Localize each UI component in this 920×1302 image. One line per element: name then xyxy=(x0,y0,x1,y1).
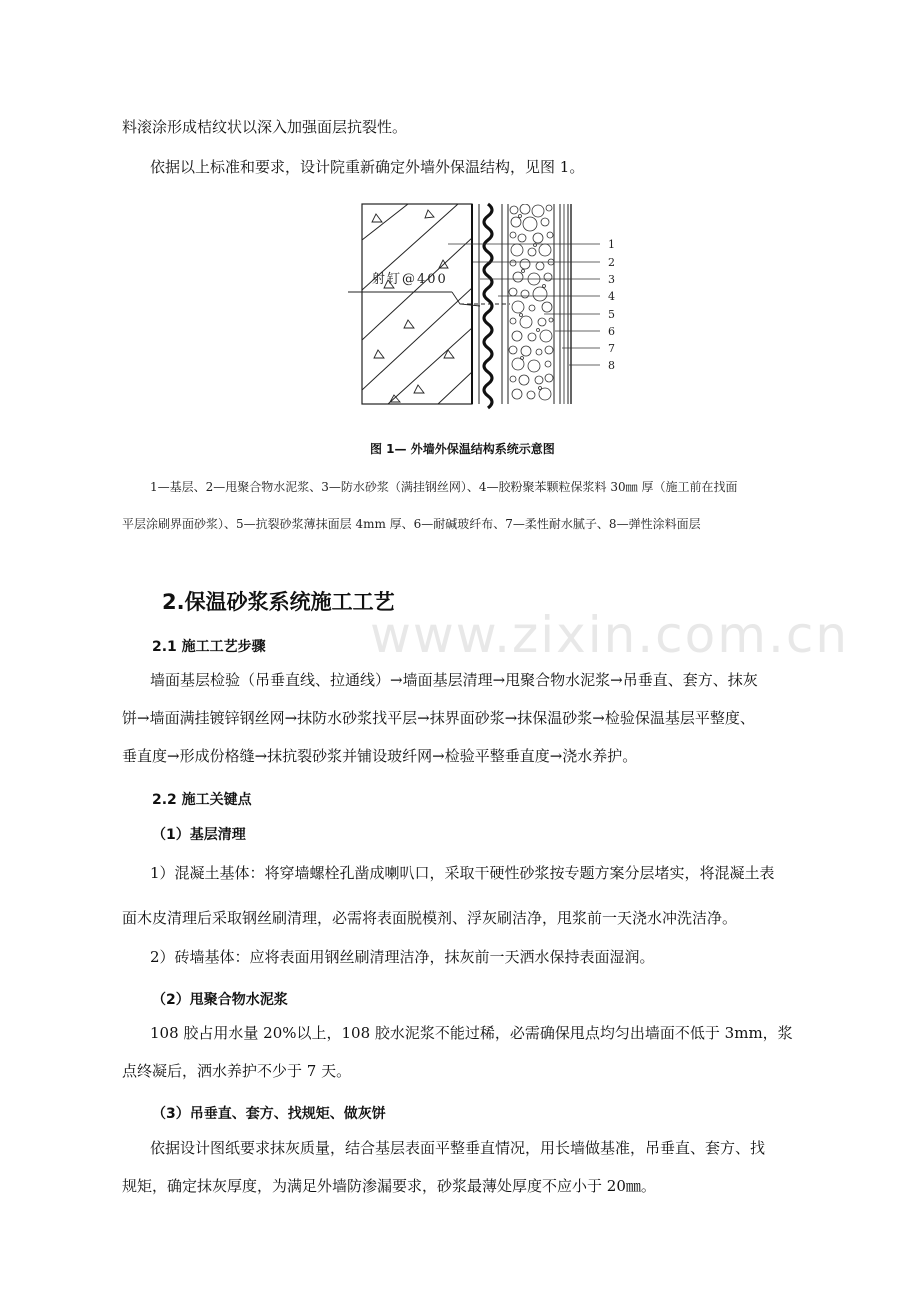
key-point-2-line-2: 点终凝后，洒水养护不少于 7 天。 xyxy=(122,1062,352,1080)
key-point-3-line-2: 规矩，确定抹灰厚度，为满足外墙防渗漏要求，砂浆最薄处厚度不应小于 20㎜。 xyxy=(122,1177,656,1195)
section-title: 2.保温砂浆系统施工工艺 xyxy=(162,590,395,614)
label-2: 2 xyxy=(608,256,615,269)
figure-legend-line-2: 平层涂刷界面砂浆）、5—抗裂砂浆薄抹面层 4mm 厚、6—耐碱玻纤布、7—柔性耐水腻子、8—弹性涂料面层 xyxy=(122,517,701,531)
paragraph-top-2: 依据以上标准和要求，设计院重新确定外墙外保温结构，见图 1。 xyxy=(150,158,585,176)
key-point-1-para-1-line-2: 面木皮清理后采取钢丝刷清理，必需将表面脱模剂、浮灰刷洁净，甩浆前一天浇水冲洗洁净。 xyxy=(122,909,738,927)
key-point-1-title: （1）基层清理 xyxy=(152,827,246,843)
base-layer xyxy=(362,204,472,404)
label-5: 5 xyxy=(608,308,615,321)
steps-line-3: 垂直度→形成份格缝→抹抗裂砂浆并铺设玻纤网→检验平整垂直度→浇水养护。 xyxy=(122,747,638,765)
label-8: 8 xyxy=(608,359,615,372)
label-1: 1 xyxy=(608,238,615,251)
label-7: 7 xyxy=(608,342,615,355)
label-6: 6 xyxy=(608,325,615,338)
nail-label: 射钉@400 xyxy=(372,272,448,287)
wall-structure-diagram xyxy=(348,200,628,415)
key-point-2-title: （2）甩聚合物水泥浆 xyxy=(152,992,288,1008)
subsection-2-2-title: 2.2 施工关键点 xyxy=(152,792,252,808)
key-point-1-para-1-line-1: 1）混凝土基体：将穿墙螺栓孔凿成喇叭口，采取干硬性砂浆按专题方案分层堵实，将混凝土表 xyxy=(150,864,775,882)
key-point-3-title: （3）吊垂直、套方、找规矩、做灰饼 xyxy=(152,1106,386,1122)
key-point-2-line-1: 108 胶占用水量 20%以上，108 胶水泥浆不能过稀，必需确保甩点均匀出墙面不低于 3mm，浆 xyxy=(150,1024,793,1042)
figure-legend-line-1: 1—基层、2—甩聚合物水泥浆、3—防水砂浆（满挂钢丝网）、4—胶粉聚苯颗粒保浆料 30㎜ 厚（施工前在找面 xyxy=(150,480,738,494)
label-3: 3 xyxy=(608,273,615,286)
key-point-3-line-1: 依据设计图纸要求抹灰质量，结合基层表面平整垂直情况，用长墙做基准，吊垂直、套方、找 xyxy=(150,1139,766,1157)
steps-line-1: 墙面基层检验（吊垂直线、拉通线）→墙面基层清理→甩聚合物水泥浆→吊垂直、套方、抹灰 xyxy=(150,671,758,689)
watermark: www.zixin.com.cn xyxy=(370,606,850,664)
steps-line-2: 饼→墙面满挂镀锌钢丝网→抹防水砂浆找平层→抹界面砂浆→抹保温砂浆→检验保温基层平整度、 xyxy=(122,709,755,727)
label-4: 4 xyxy=(608,290,615,303)
paragraph-top-1: 料滚涂形成桔纹状以深入加强面层抗裂性。 xyxy=(122,118,408,136)
subsection-2-1-title: 2.1 施工工艺步骤 xyxy=(152,639,266,655)
figure-caption: 图 1— 外墙外保温结构系统示意图 xyxy=(370,442,555,456)
insulation-granules xyxy=(509,204,554,400)
wire-mesh xyxy=(484,204,492,408)
key-point-1-para-2: 2）砖墙基体：应将表面用钢丝刷清理洁净，抹灰前一天洒水保持表面湿润。 xyxy=(150,948,655,966)
